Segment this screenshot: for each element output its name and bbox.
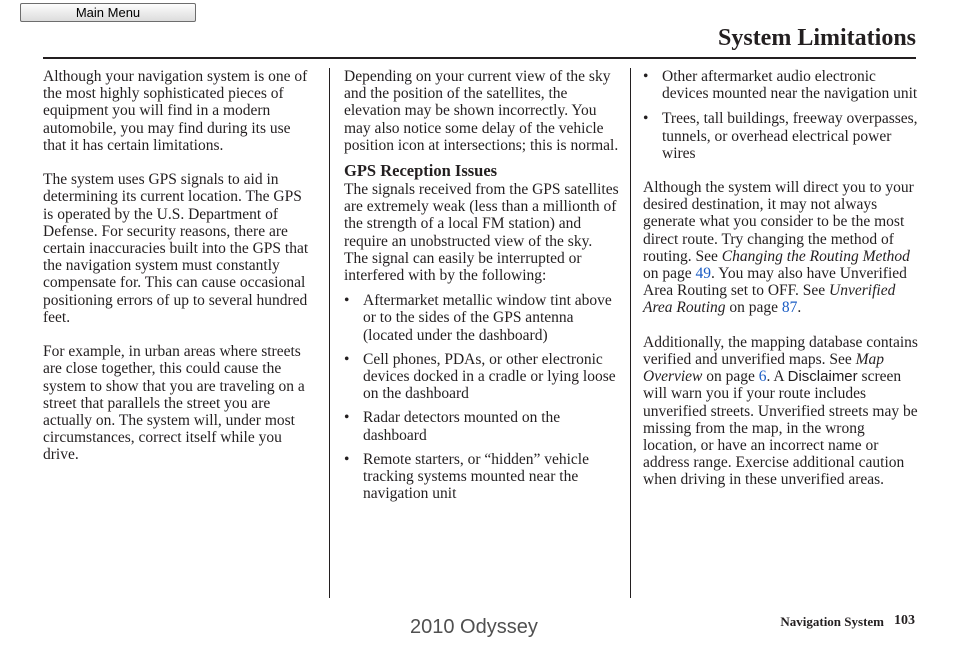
reception-paragraph: The signals received from the GPS satellites are extremely weak (less than a millionth of the strength of a local FM station) and require an unobstructed view of the sky. The signal can easily be interrupted or interfered with by the following: <box>344 181 619 285</box>
title-divider <box>43 57 916 59</box>
bullet-icon: • <box>344 409 350 427</box>
bullet-icon: • <box>643 68 649 85</box>
list-item: • Cell phones, PDAs, or other electronic devices docked in a cradle or lying loose on the dashboard <box>344 350 616 403</box>
urban-example-paragraph: For example, in urban areas where streets are close together, this could cause the system to show that you are traveling on a street that parallels the street you are actually on. The system will, under most circumstances, correct itself while you drive. <box>43 343 305 464</box>
reference-unverified-area-routing: Unverified Area Routing <box>643 282 896 317</box>
bullet-icon: • <box>344 292 350 310</box>
page-link-49[interactable]: 49 <box>695 265 712 283</box>
list-item: • Aftermarket metallic window tint above or to the sides of the GPS antenna (located under the dashboard) <box>344 292 612 344</box>
bullet-icon: • <box>344 450 350 468</box>
mapping-database-paragraph: Additionally, the mapping database contains verified and unverified maps. See Map Overview on page 6. A Disclaimer screen will warn you if your route includes unverified streets. Unverified streets may be missing from the map, in the wrong location, or have an incorrect name or address range. Exercise additional caution when driving in these unverified areas. <box>643 333 918 489</box>
routing-paragraph: Although the system will direct you to your desired destination, it may not always generate what you consider to be the most direct route. Try changing the method of routing. See Changing the Routing Method on page 49. You may also have Unverified Area Routing set to OFF. See Unverified Area Routing on page 87. <box>643 179 914 317</box>
watermark: 2010 Odyssey <box>410 616 538 638</box>
list-item: • Other aftermarket audio electronic devices mounted near the navigation unit <box>643 68 918 103</box>
column-divider-1 <box>329 68 330 598</box>
footer-page-number: 103 <box>894 613 915 628</box>
disclaimer-screen-name: Disclaimer <box>787 368 858 386</box>
elevation-paragraph: Depending on your current view of the sky and the position of the satellites, the elevation may be shown incorrectly. You may also notice some delay of the vehicle position icon at intersections; this is normal. <box>344 68 619 154</box>
footer-section-label: Navigation System <box>780 614 884 629</box>
page-link-87[interactable]: 87 <box>781 299 798 317</box>
list-item: • Trees, tall buildings, freeway overpasses, tunnels, or overhead electrical power wires <box>643 110 918 162</box>
gps-paragraph: The system uses GPS signals to aid in determining its current location. The GPS is operated by the U.S. Department of Defense. For security reasons, there are certain inaccuracies built into the GPS that the navigation system must constantly compensate for. This can cause occasional positioning errors of up to several hundred feet. <box>43 171 309 326</box>
list-item: • Remote starters, or “hidden” vehicle tracking systems mounted near the navigation unit <box>344 450 589 503</box>
reference-changing-routing-method: Changing the Routing Method <box>721 247 910 265</box>
interference-list <box>344 292 619 502</box>
bullet-icon: • <box>344 350 350 368</box>
column-divider-2 <box>630 68 631 598</box>
list-item: • Radar detectors mounted on the dashboard <box>344 409 561 444</box>
column-2 <box>344 68 619 509</box>
section-heading-gps-reception: GPS Reception Issues <box>344 161 498 181</box>
interference-list-continued <box>643 68 918 162</box>
page-link-6[interactable]: 6 <box>758 368 767 386</box>
column-1 <box>43 68 315 481</box>
page-title: System Limitations <box>718 25 916 51</box>
main-menu-button[interactable]: Main Menu <box>20 3 196 22</box>
reference-map-overview: Map Overview <box>643 351 885 386</box>
column-3 <box>643 68 918 506</box>
bullet-icon: • <box>643 110 649 128</box>
intro-paragraph: Although your navigation system is one of the most highly sophisticated pieces of equipment you will find in a modern automobile, you may find during its use that it has certain limitations. <box>43 68 308 154</box>
